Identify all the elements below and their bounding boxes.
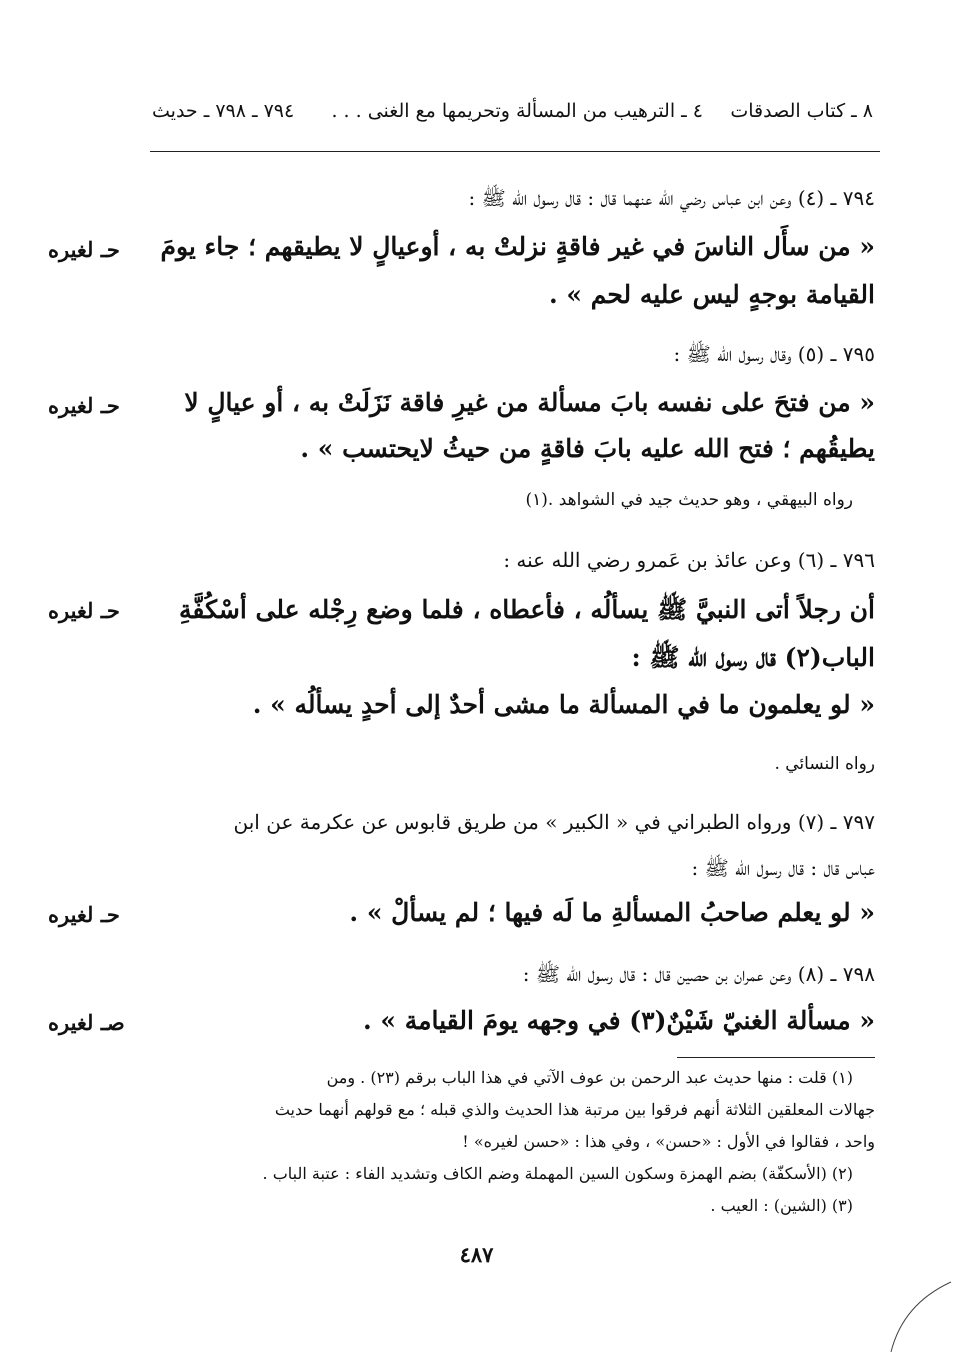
hadith-795-grade: حـ لغيره xyxy=(48,393,120,418)
page-number: ٤٨٧ xyxy=(459,1242,494,1267)
hadith-798-grade: صـ لغيره xyxy=(48,1010,125,1035)
hadith-796-text-line1: أن رجلاً أتى النبيَّ ﷺ يسألُه ، فأعطاه ، فلما وضع رِجْله على أسْكُفَّةِ xyxy=(179,595,875,624)
header-rule xyxy=(150,151,880,152)
footnote-1-line1: (١) قلت : منها حديث عبد الرحمن بن عوف الآتي في هذا الباب برقم (٢٣) . ومن xyxy=(326,1068,853,1087)
hadith-795-text-line2: يطيقُهم ؛ فتح الله عليه بابَ فاقةٍ من حيثُ لايحتسب » . xyxy=(300,434,875,463)
hadith-797-intro-line1: ٧٩٧ ـ (٧) ورواه الطبراني في « الكبير » من طريق قابوس عن عكرمة عن ابن xyxy=(233,810,875,834)
hadith-798-intro: ٧٩٨ ـ (٨) وعن عمران بن حصين قال : قال رسول الله ﷺ : xyxy=(522,962,875,986)
header-book-title: ٨ ـ كتاب الصدقات xyxy=(730,100,873,122)
hadith-796-text-line3: « لو يعلمون ما في المسألة ما مشى أحدٌ إلى أحدٍ يسألُه » . xyxy=(252,690,875,719)
hadith-797-grade: حـ لغيره xyxy=(48,902,120,927)
header-hadith-range: ٧٩٤ ـ ٧٩٨ ـ حديث xyxy=(152,100,295,122)
footnote-separator xyxy=(677,1057,875,1058)
hadith-794-intro: ٧٩٤ ـ (٤) وعن ابن عباس رضي الله عنهما قال : قال رسول الله ﷺ : xyxy=(468,186,875,210)
hadith-796-intro: ٧٩٦ ـ (٦) وعن عائذ بن عَمرو رضي الله عنه : xyxy=(503,548,875,572)
hadith-795-text-line1: « من فتحَ على نفسه بابَ مسألة من غيرِ فاقة نَزَلَتْ به ، أو عيالٍ لا xyxy=(184,388,875,417)
hadith-796-source-note: رواه النسائي . xyxy=(774,754,875,774)
footnote-1-line2: جهالات المعلقين الثلاثة أنهم فرقوا بين مرتبة هذا الحديث والذي قبله ؛ مع قولهم أنهما حديث xyxy=(274,1100,875,1119)
footnote-1-line3: واحد ، فقالوا في الأول : «حسن» ، وفي هذا : «حسن لغيره» ! xyxy=(462,1132,875,1151)
hadith-794-text-line1: « من سأَل الناسَ في غير فاقةٍ نزلتْ به ، أوعيالٍ لا يطيقهم ؛ جاء يومَ xyxy=(160,232,875,261)
header-chapter-title: ٤ ـ الترهيب من المسألة وتحريمها مع الغنى . . . xyxy=(331,100,703,122)
hadith-794-text-line2: القيامة بوجهٍ ليس عليه لحم » . xyxy=(548,280,875,309)
hadith-798-text-line1: « مسألة الغنيّ شَيْنٌ(٣) في وجهه يومَ القيامة » . xyxy=(362,1006,875,1035)
hadith-796-text-line2: الباب(٢) قال رسول الله ﷺ : xyxy=(631,643,875,672)
hadith-794-grade: حـ لغيره xyxy=(48,237,120,262)
hadith-797-text-line1: « لو يعلم صاحبُ المسألةِ ما لَه فيها ؛ لم يسألْ » . xyxy=(349,898,875,927)
hadith-796-grade: حـ لغيره xyxy=(48,598,120,623)
footnote-2: (٢) (الأسكفّة) بضم الهمزة وسكون السين المهملة وضم الكاف وتشديد الفاء : عتبة الباب . xyxy=(262,1164,853,1183)
hadith-797-intro-line2: عباس قال : قال رسول الله ﷺ : xyxy=(691,856,875,880)
hadith-795-intro: ٧٩٥ ـ (٥) وقال رسول الله ﷺ : xyxy=(673,342,875,366)
footnote-3: (٣) (الشين) : العيب . xyxy=(710,1196,853,1215)
page-corner-curl-icon xyxy=(883,1274,953,1354)
hadith-795-source-note: رواه البيهقي ، وهو حديث جيد في الشواهد .(١) xyxy=(525,490,853,510)
